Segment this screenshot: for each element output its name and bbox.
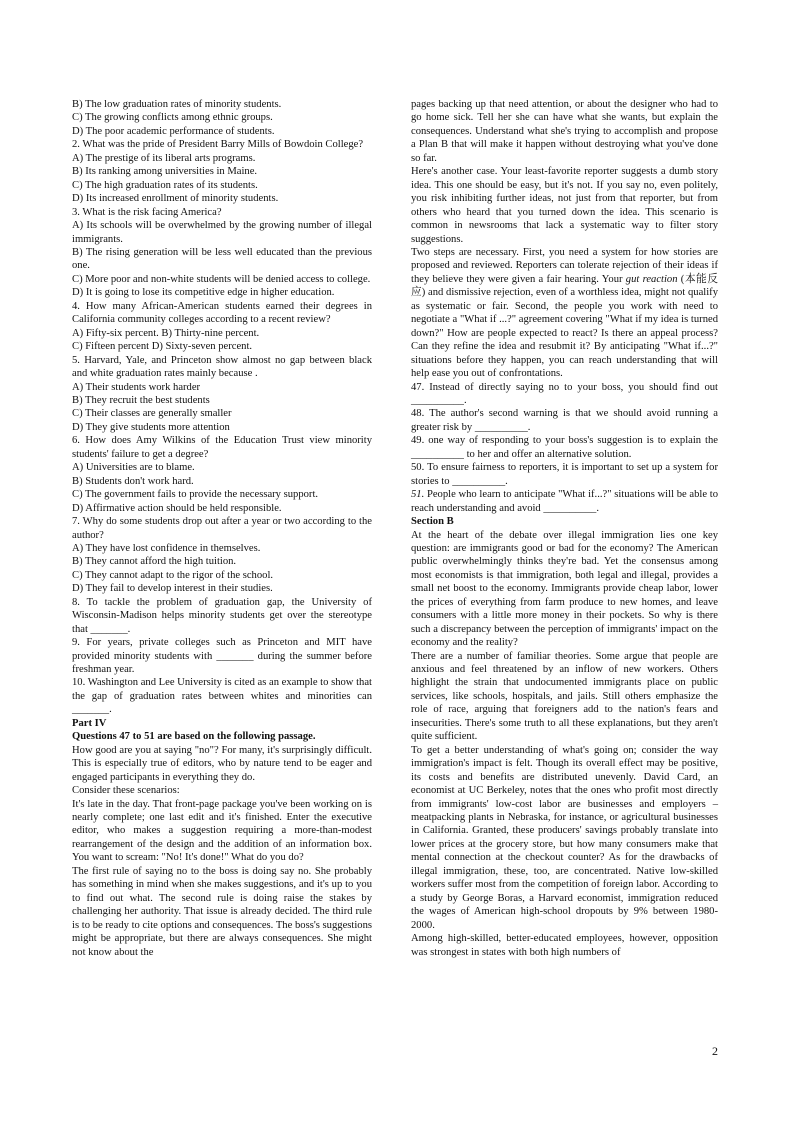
- paragraph: D) They give students more attention: [72, 421, 230, 433]
- paragraph: C) Fifteen percent D) Sixty-seven percent.: [72, 341, 253, 353]
- paragraph: Among high-skilled, better-educated employees, however, opposition was strongest in states with both high numbers of: [411, 933, 718, 958]
- paragraph: [411, 488, 718, 515]
- paragraph: 8. To tackle the problem of graduation gap, the University of Wisconsin-Madison helps minority students get over the stereotype that _______.: [72, 596, 372, 635]
- paragraph: B) The rising generation will be less well educated than the previous one.: [72, 246, 372, 272]
- text-run: Two steps are necessary. First, you need a system for how stories are proposed and reviewed. Reporters can tolerate rejection of their ideas if they believe they were given a fair hearing. Your: [411, 246, 718, 285]
- paragraph: D) They fail to develop interest in their studies.: [72, 583, 273, 595]
- paragraph: The first rule of saying no to the boss is doing say no. She probably has something in mind when she makes suggestions, and it's up to you to find out what. The second rule is doing raise the stakes by challenging her authority. That issue is already decided. The third rule is to be ready to cite options and consequences. The boss's suggestions might be appropriate, but there are always consequences. She might not know about the: [72, 865, 372, 958]
- paragraph: 7. Why do some students drop out after a year or two according to the author?: [72, 516, 372, 541]
- paragraph: A) They have lost confidence in themselves.: [72, 542, 261, 554]
- paragraph: Part IV: [72, 717, 107, 729]
- paragraph: D) The poor academic performance of students.: [72, 125, 275, 137]
- paragraph: At the heart of the debate over illegal immigration lies one key question: are immigrants good or bad for the economy? The American public overwhelmingly thinks they're bad. Yet the consensus among most economists is that immigration, both legal and illegal, provides a small net boost to the economy. Immigrants provide cheap labor, lower the prices of everything from farm produce to new homes, and leave consumers with a little more money in their pockets. So why is there such a discrepancy between the perception of immigrants' impact on the economy and the reality?: [411, 529, 718, 649]
- paragraph: pages backing up that need attention, or about the designer who had to go home sick. Tell her she can have what she wants, but explain the consequences. Understand what she's trying to accomplish and propose a Plan B that will make it happen without destroying what you've done so far.: [411, 99, 718, 164]
- paragraph: 10. Washington and Lee University is cited as an example to show that the gap of graduation rates between whites and minorities can _______.: [72, 677, 372, 716]
- paragraph: C) The high graduation rates of its students.: [72, 179, 258, 191]
- paragraph: It's late in the day. That front-page package you've been working on is nearly complete; one last edit and it's finished. Enter the executive editor, who makes a suggestion requiring a more-than-modest rearrangement of the design and the addition of an information box. You want to scream: "No! It's done!" What do you do?: [72, 798, 372, 864]
- paragraph: To get a better understanding of what's going on; consider the way immigration's impact is felt. Though its overall effect may be positive, its costs and benefits are distributed unevenly. David Card, an economist at UC Berkeley, notes that the ones who profit most directly from immigrants' low-cost labor are businesses and employers – meatpacking plants in Nebraska, for instance, or agricultural businesses in California. Granted, these producers' savings probably translate into lower prices at the grocery store, but how many consumers make that mental connection at the checkout counter? As for the drawbacks of illegal immigration, these, too, are concentrated. Native low-skilled workers suffer most from the competition of foreign labor. According to a study by George Boras, a Harvard economist, immigration reduced the wages of American high-school dropouts by 9% between 1980-2000.: [411, 744, 718, 931]
- page-number: 2: [712, 1044, 718, 1058]
- paragraph: Section B: [411, 516, 454, 528]
- paragraph: 3. What is the risk facing America?: [72, 206, 222, 218]
- paragraph: Questions 47 to 51 are based on the following passage.: [72, 731, 316, 743]
- paragraph: C) The growing conflicts among ethnic groups.: [72, 112, 273, 124]
- text-run: gut reaction: [625, 273, 678, 285]
- paragraph: D) Affirmative action should be held responsible.: [72, 502, 282, 514]
- paragraph: 6. How does Amy Wilkins of the Education Trust view minority students' failure to get a degree?: [72, 435, 372, 460]
- left-column: [72, 98, 372, 959]
- paragraph: C) The government fails to provide the necessary support.: [72, 489, 319, 501]
- paragraph: 47. Instead of directly saying no to your boss, you should find out __________.: [411, 381, 718, 406]
- text-run: People who learn to anticipate "What if...?" situations will be able to reach understanding and avoid __________.: [411, 489, 718, 514]
- paragraph: D) Its increased enrollment of minority students.: [72, 193, 279, 205]
- paragraph: C) Their classes are generally smaller: [72, 408, 232, 420]
- paragraph: B) Its ranking among universities in Maine.: [72, 166, 258, 178]
- paragraph: B) Students don't work hard.: [72, 475, 194, 487]
- text-run: (本能反应) and dismissive rejection, even of a worthless idea, might not qualify as systematic or fair. Second, the people you work with need to negotiate a "What if ...?" agreement covering "What if my idea is turned down?" How are people expected to react? Is there an appeal process? Can they refine the idea and resubmit it? By anticipating "What if...?" situations before they happen, you can reach understanding that will help ease you out of confrontations.: [411, 273, 718, 380]
- paragraph: 5. Harvard, Yale, and Princeton show almost no gap between black and white graduation rates mainly because .: [72, 354, 372, 380]
- paragraph: A) Fifty-six percent. B) Thirty-nine percent.: [72, 327, 260, 339]
- paragraph: D) It is going to lose its competitive edge in higher education.: [72, 287, 335, 299]
- paragraph: B) The low graduation rates of minority students.: [72, 99, 282, 110]
- paragraph: A) Their students work harder: [72, 381, 201, 393]
- paragraph: A) Its schools will be overwhelmed by the growing number of illegal immigrants.: [72, 220, 372, 245]
- paragraph: Here's another case. Your least-favorite reporter suggests a dumb story idea. This one should be easy, but it's not. If you say no, even politely, you risk inhibiting further ideas, not just from that reporter, but from others who heard that you turned down the idea. This scenario is common in newsrooms that lack a systematic way to filter story suggestions.: [411, 166, 718, 245]
- paragraph: How good are you at saying "no"? For many, it's surprisingly difficult. This is especially true of editors, who by nature tend to be eager and engaged participants in everything they do.: [72, 744, 372, 783]
- paragraph: 48. The author's second warning is that we should avoid running a greater risk by __________.: [411, 408, 718, 433]
- paragraph: 2. What was the pride of President Barry Mills of Bowdoin College?: [72, 139, 364, 151]
- paragraph: 49. one way of responding to your boss's suggestion is to explain the __________ to her and offer an alternative solution.: [411, 435, 718, 460]
- paragraph: B) They recruit the best students: [72, 394, 210, 406]
- right-column: [411, 98, 718, 959]
- paragraph: 4. How many African-American students earned their degrees in California community colleges according to a recent review?: [72, 300, 372, 326]
- paragraph: 9. For years, private colleges such as Princeton and MIT have provided minority students with _______ during the summer before freshman year.: [72, 637, 372, 676]
- text-run: 51.: [411, 489, 425, 501]
- paragraph: [411, 246, 718, 381]
- paragraph: A) The prestige of its liberal arts programs.: [72, 152, 256, 164]
- paragraph: 50. To ensure fairness to reporters, it is important to set up a system for stories to __________.: [411, 462, 718, 487]
- paragraph: C) More poor and non-white students will be denied access to college.: [72, 273, 371, 285]
- paragraph: Consider these scenarios:: [72, 785, 180, 797]
- paragraph: There are a number of familiar theories. Some argue that people are anxious and feel threatened by an inflow of new workers. Others highlight the strain that undocumented immigrants place on public services, like schools, hospitals, and jails. Still others emphasize the role of race, arguing that foreigners add to the nation's fears and insecurities. There's some truth to all these explanations, but they aren't quite sufficient.: [411, 650, 718, 743]
- paragraph: A) Universities are to blame.: [72, 462, 195, 474]
- paragraph: B) They cannot afford the high tuition.: [72, 556, 237, 568]
- paragraph: C) They cannot adapt to the rigor of the school.: [72, 569, 274, 581]
